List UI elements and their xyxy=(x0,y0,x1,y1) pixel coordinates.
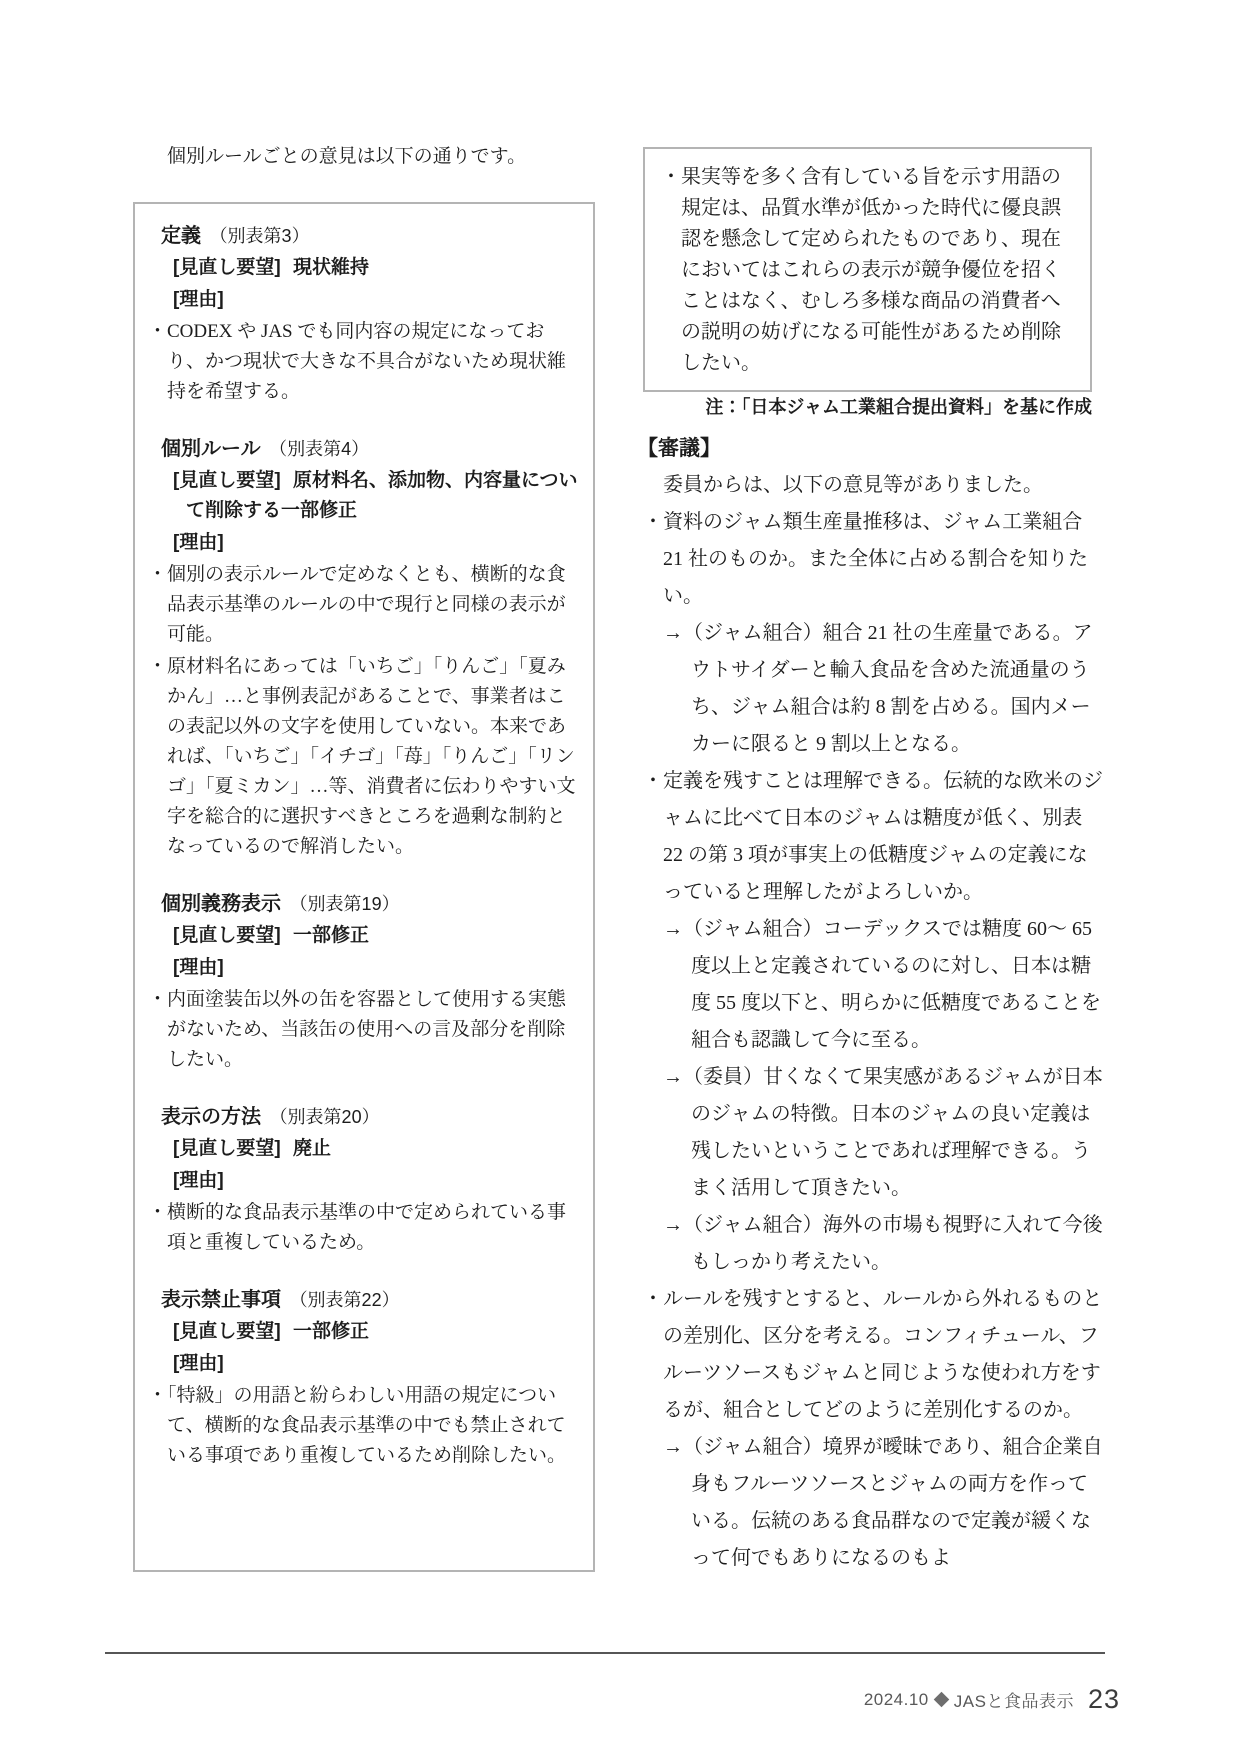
request-value: 原材料名、添加物、内容量について削除する一部修正 xyxy=(186,470,578,521)
discussion-reply: →（委員）甘くなくて果実感があるジャムが日本のジャムの特徴。日本のジャムの良い定義は残したいということであれば理解できる。うまく活用して頂きたい。 xyxy=(663,1066,1103,1199)
section-individual-mandatory-labeling xyxy=(148,889,579,1075)
request-line xyxy=(173,1317,579,1347)
footer-journal-title: JASと食品表示 xyxy=(953,1692,1074,1711)
section-heading xyxy=(161,1285,579,1315)
reason-label: [理由] xyxy=(173,1353,224,1374)
intro-paragraph: 個別ルールごとの意見は以下の通りです。 xyxy=(167,146,527,167)
discussion-comment: ・定義を残すことは理解できる。伝統的な欧米のジャムに比べて日本のジャムは糖度が低く、別表 22 の第 3 項が事実上の低糖度ジャムの定義になっていると理解したがよろしいか。 xyxy=(643,770,1103,903)
section-definition xyxy=(148,221,579,407)
discussion-reply: →（ジャム組合）境界が曖昧であり、組合企業自身もフルーツソースとジャムの両方を作っている。伝統のある食品群なので定義が緩くなって何でもありになるのもよ xyxy=(663,1436,1103,1569)
deliberation-column xyxy=(637,388,1105,1577)
footer-issue: 2024.10 xyxy=(863,1689,929,1709)
discussion-comment: ・資料のジャム類生産量推移は、ジャム工業組合 21 社のものか。また全体に占める割合を知りたい。 xyxy=(643,511,1088,607)
reason-label: [理由] xyxy=(173,289,224,310)
section-title: 表示の方法 xyxy=(161,1106,261,1128)
section-title: 個別ルール xyxy=(161,438,261,460)
section-appendix-note: （別表第4） xyxy=(269,439,370,459)
request-line xyxy=(173,253,579,283)
request-line xyxy=(173,921,579,951)
request-value: 現状維持 xyxy=(292,257,369,278)
discussion-comment: ・ルールを残すとすると、ルールから外れるものとの差別化、区分を考える。コンフィチュール、フルーツソースもジャムと同じような使われ方をするが、組合としてどのように差別化するのか。 xyxy=(643,1288,1103,1421)
request-label: [見直し要望] xyxy=(173,257,281,278)
section-individual-rules xyxy=(148,434,579,862)
request-label: [見直し要望] xyxy=(173,1321,281,1342)
discussion-reply: →（ジャム組合）コーデックスでは糖度 60〜 65 度以上と定義されているのに対し、日本は糖度 55 度以下と、明らかに低糖度であることを組合も認識して今に至る。 xyxy=(663,918,1101,1051)
discussion-reply: →（ジャム組合）海外の市場も視野に入れて今後もしっかり考えたい。 xyxy=(663,1214,1103,1273)
deliberation-heading: 【審議】 xyxy=(637,437,721,460)
reason-item: ・「特級」の用語と紛らわしい用語の規定について、横断的な食品表示基準の中でも禁止されている事項であり重複しているため削除したい。 xyxy=(148,1385,567,1466)
section-heading xyxy=(161,1102,579,1132)
section-appendix-note: （別表第20） xyxy=(269,1107,380,1127)
reason-item: ・個別の表示ルールで定めなくとも、横断的な食品表示基準のルールの中で現行と同様の表示が可能。 xyxy=(148,564,566,645)
deliberation-lead: 委員からは、以下の意見等がありました。 xyxy=(663,474,1043,496)
request-value: 一部修正 xyxy=(292,1321,369,1342)
section-appendix-note: （別表第19） xyxy=(289,894,400,914)
reason-item: ・横断的な食品表示基準の中で定められている事項と重複しているため。 xyxy=(148,1202,567,1253)
discussion-reply: →（ジャム組合）組合 21 社の生産量である。アウトサイダーと輸入食品を含めた流通量のうち、ジャム組合は約 8 割を占める。国内メーカーに限ると 9 割以上となる。 xyxy=(663,622,1093,755)
page-footer xyxy=(864,1684,1120,1715)
diamond-icon xyxy=(933,1692,949,1708)
section-appendix-note: （別表第3） xyxy=(209,226,310,246)
section-title: 表示禁止事項 xyxy=(161,1289,281,1311)
reason-label: [理由] xyxy=(173,1170,224,1191)
section-prohibited-labeling xyxy=(148,1285,579,1471)
rule-opinions-box xyxy=(133,202,595,1572)
reason-label: [理由] xyxy=(173,957,224,978)
reason-item: ・CODEX や JAS でも同内容の規定になっており、かつ現状で大きな不具合がないため現状維持を希望する。 xyxy=(148,321,567,402)
reason-item: ・内面塗装缶以外の缶を容器として使用する実態がないため、当該缶の使用への言及部分を削除したい。 xyxy=(148,989,567,1070)
section-labeling-method xyxy=(148,1102,579,1258)
reason-item: ・原材料名にあっては「いちご」「りんご」「夏みかん」…と事例表記があることで、事業者はこの表記以外の文字を使用していない。本来であれば、「いちご」「イチゴ」「苺」「りんご」「リンゴ」「夏ミカン」…等、消費者に伝わりやすい文字を総合的に選択すべきところを過剰な制約となっているので解消したい。 xyxy=(148,656,576,857)
fruit-content-terms-box xyxy=(643,147,1092,392)
request-label: [見直し要望] xyxy=(173,925,281,946)
box-bullet-item: ・果実等を多く含有している旨を示す用語の規定は、品質水準が低かった時代に優良誤認を懸念して定められたものであり、現在においてはこれらの表示が競争優位を招くことはなく、むしろ多様な商品の消費者への説明の妨げになる可能性があるため削除したい。 xyxy=(661,166,1061,374)
request-line xyxy=(173,466,579,526)
section-appendix-note: （別表第22） xyxy=(289,1290,400,1310)
request-line xyxy=(173,1134,579,1164)
request-label: [見直し要望] xyxy=(173,1138,281,1159)
footer-divider xyxy=(105,1652,1105,1654)
section-heading xyxy=(161,221,579,251)
section-heading xyxy=(161,434,579,464)
request-value: 一部修正 xyxy=(292,925,369,946)
section-title: 個別義務表示 xyxy=(161,893,281,915)
section-title: 定義 xyxy=(161,225,201,247)
request-label: [見直し要望] xyxy=(173,470,281,491)
section-heading xyxy=(161,889,579,919)
request-value: 廃止 xyxy=(292,1138,331,1159)
page-number: 23 xyxy=(1087,1684,1120,1714)
reason-label: [理由] xyxy=(173,532,224,553)
source-note: 注：「日本ジャム工業組合提出資料」を基に作成 xyxy=(705,397,1092,417)
